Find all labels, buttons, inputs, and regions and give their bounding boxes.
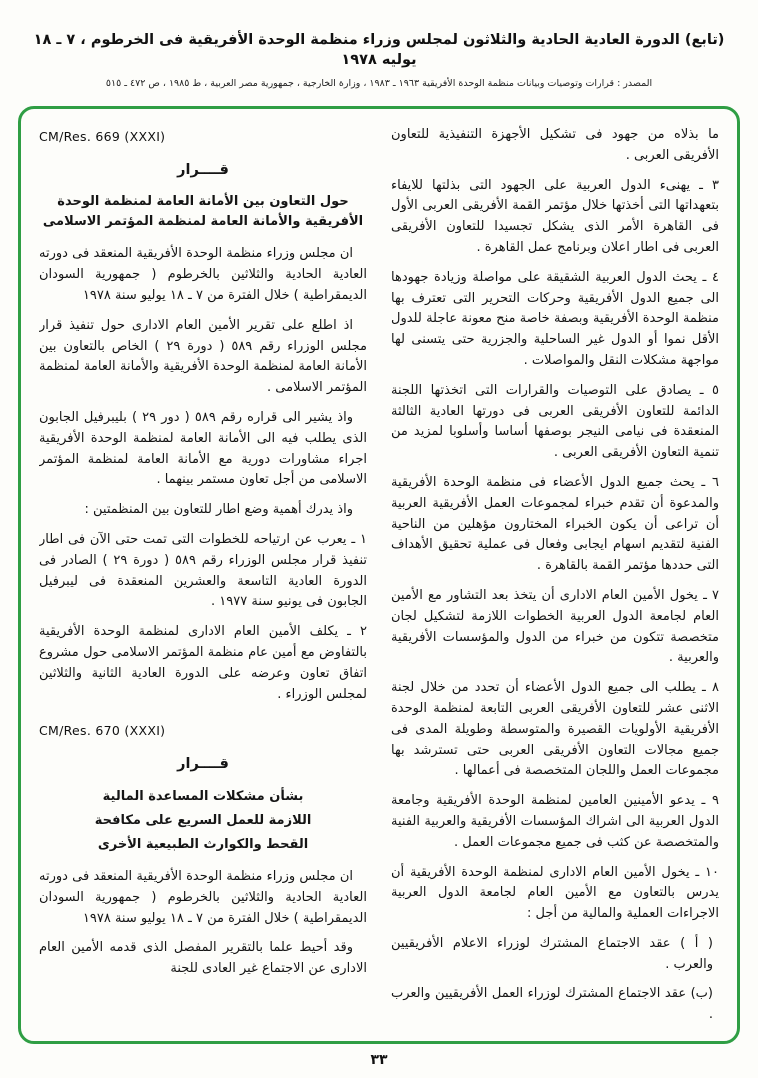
resolution-title-text: حول التعاون بين الأمانة العامة لمنظمة الوحدة الأفريقية والأمانة العامة لمنظمة المؤتمر الاسلامى: [42, 194, 364, 230]
content-frame: [18, 106, 740, 1044]
header-title: (تابع) الدورة العادية الحادية والثلاثون لمجلس وزراء منظمة الوحدة الأفريقية فى الخرطوم ، ٧ ـ ١٨ يوليه ١٩٧٨: [33, 32, 725, 69]
paragraph: ٨ ـ يطلب الى جميع الدول الأعضاء أن تحدد من خلال لجنة الاثنى عشر للتعاون الأفريقى العربى التابعة لمنظمة الوحدة الأفريقية الأولويات القصيرة والمتوسطة وطويلة المدى فى جميع مجالات التعاون الأفريقى العربى حتى تسترشد بها مجموعات العمل واللجان المتخصصة فى أعمالها .: [391, 680, 719, 779]
paragraph: واذ يشير الى قراره رقم ٥٨٩ ( دور ٢٩ ) بليبرفيل الجابون الذى يطلب فيه الى الأمانة العامة لمنظمة الوحدة الأفريقية اجراء مشاورات دورية مع الأمانة العامة لمنظمة المؤتمر الاسلامى من أجل تعاون مستمر بينهما .: [39, 410, 367, 488]
paragraph: ما بذلاه من جهود فى تشكيل الأجهزة التنفيذية للتعاون الأفريقى العربى .: [391, 127, 719, 163]
column-continuation: [391, 125, 719, 1025]
sub-item-b: (ب) عقد الاجتماع المشترك لوزراء العمل الأفريقيين والعرب .: [391, 986, 713, 1023]
resolution-id-670: CM/Res. 670 (XXXI): [39, 723, 166, 739]
paragraph: ٤ ـ يحث الدول العربية الشقيقة على مواصلة وزيادة جهودها الى جميع الدول الأفريقية وحركات التحرير التى تعترف بها منظمة الوحدة الأفريقية وبصفة خاصة منح معونة عاجلة للدول الأقل نموا أو الدول غير الساحلية والجزرية حتى يتسنى لها مواجهة مشكلات النقل والمواصلات .: [391, 269, 719, 368]
paragraph: ١ ـ يعرب عن ارتياحه للخطوات التى تمت حتى الآن فى اطار تنفيذ قرار مجلس الوزراء رقم ٥٨٩ ( دورة ٢٩ ) الصادر فى الدورة العادية التاسعة والعشرين المنعقدة فى ليبرفيل الجابون فى يونيو سنة ١٩٧٧ .: [39, 532, 367, 610]
resolution-title-line: بشأن مشكلات المساعدة المالية: [102, 788, 304, 804]
resolution-title-669: [39, 192, 367, 232]
paragraph: واذ يدرك أهمية وضع اطار للتعاون بين المنظمتين :: [84, 502, 353, 518]
resolution-title-670: [39, 787, 367, 855]
resolution-title-line: اللازمة للعمل السريع على مكافحة: [94, 812, 312, 828]
resolution-id-669: CM/Res. 669 (XXXI): [39, 129, 166, 144]
paragraph: اذ اطلع على تقرير الأمين العام الادارى حول تنفيذ قرار مجلس الوزراء رقم ٥٨٩ ( دورة ٢٩ ) الخاص بالتعاون بين الأمانة العامة لمنظمة الوحدة الأفريقية والأمانة العامة لمنظمة المؤتمر الاسلامى .: [39, 317, 367, 396]
header-source-line: المصدر : قرارات وتوصيات وبيانات منظمة الوحدة الأفريقية ١٩٦٣ ـ ١٩٨٣ ، وزارة الخارجية ، جمهورية مصر العربية ، ط ١٩٨٥ ، ص ٤٧٢ ـ ٥١٥: [105, 77, 653, 89]
two-column-layout: [39, 125, 719, 1025]
resolution-kind-670: قــــرار: [177, 756, 229, 773]
paragraph: ٢ ـ يكلف الأمين العام الادارى لمنظمة الوحدة الأفريقية بالتفاوض مع أمين عام منظمة المؤتمر الاسلامى حول مشروع اتفاق تعاون وعرضه على الدورة العادية الثانية والثلاثين لمجلس الوزراء .: [39, 624, 367, 702]
column-resolutions: [39, 125, 367, 1025]
sub-item-a: ( أ ) عقد الاجتماع المشترك لوزراء الاعلام الأفريقيين والعرب .: [391, 935, 713, 972]
paragraph: ٦ ـ يحث جميع الدول الأعضاء فى منظمة الوحدة الأفريقية والمدعوة أن تقدم خبراء لمجموعات العمل الأفريقية العربية أن تراعى أن يكون الخبراء المختارون مؤهلين من الناحية الفنية لتقديم اسهام ايجابى وفعال فى عملية تحقيق الأهداف التى حددها مؤتمر القمة بالقاهرة .: [391, 474, 719, 574]
paragraph: ان مجلس وزراء منظمة الوحدة الأفريقية المنعقد فى دورته العادية الحادية والثلاثين بالخرطوم ( جمهورية السودان الديمقراطية ) خلال الفترة من ٧ ـ ١٨ يوليو سنة ١٩٧٨: [39, 246, 367, 304]
paragraph: وقد أحيط علما بالتقرير المفصل الذى قدمه الأمين العام الادارى عن الاجتماع غير العادى للجنة: [39, 940, 367, 977]
page-header: [0, 0, 758, 89]
paragraph: ٣ ـ يهنىء الدول العربية على الجهود التى بذلتها للايفاء بتعهداتها التى أخذتها خلال مؤتمر القمة الأفريقى العربى الأول فى القاهرة الأمر الذى يشكل تجسيدا للتعاون الأفريقى العربى فى اطار اعلان وبرنامج عمل القاهرة .: [391, 177, 719, 255]
paragraph: ٩ ـ يدعو الأمينين العامين لمنظمة الوحدة الأفريقية وجامعة الدول العربية الى اشراك المؤسسات الأفريقية والعربية الفنية والمتخصصة عن كثب فى جميع مجموعات العمل .: [391, 793, 719, 850]
page-number: ٣٣: [370, 1052, 388, 1068]
resolution-kind-669: قــــرار: [177, 162, 229, 178]
resolution-title-line: القحط والكوارث الطبيعية الأخرى: [97, 836, 309, 852]
paragraph: ١٠ ـ يخول الأمين العام الادارى لمنظمة الوحدة الأفريقية أن يدرس بالتعاون مع الأمين العام لجامعة الدول العربية الاجراءات العملية والمالية من أجل :: [391, 864, 719, 922]
paragraph: ٧ ـ يخول الأمين العام الادارى أن يتخذ بعد التشاور مع الأمين العام لجامعة الدول العربية الخطوات اللازمة لتشكيل لجان متخصصة تتكون من خبراء من الدول والمؤسسات الأفريقية والعربية .: [391, 587, 719, 666]
paragraph: ٥ ـ يصادق على التوصيات والقرارات التى اتخذتها اللجنة الدائمة للتعاون الأفريقى العربى فى دورتها العادية الثالثة المنعقدة فى نيامى النيجر بوصفها أساسا وأسلوبا لمزيد من تنمية التعاون الأفريقى العربى .: [391, 382, 719, 461]
paragraph: ان مجلس وزراء منظمة الوحدة الأفريقية المنعقد فى دورته العادية الحادية والثلاثين بالخرطوم ( جمهورية السودان الديمقراطية ) خلال الفترة من ٧ ـ ١٨ يوليو سنة ١٩٧٨: [39, 869, 367, 926]
